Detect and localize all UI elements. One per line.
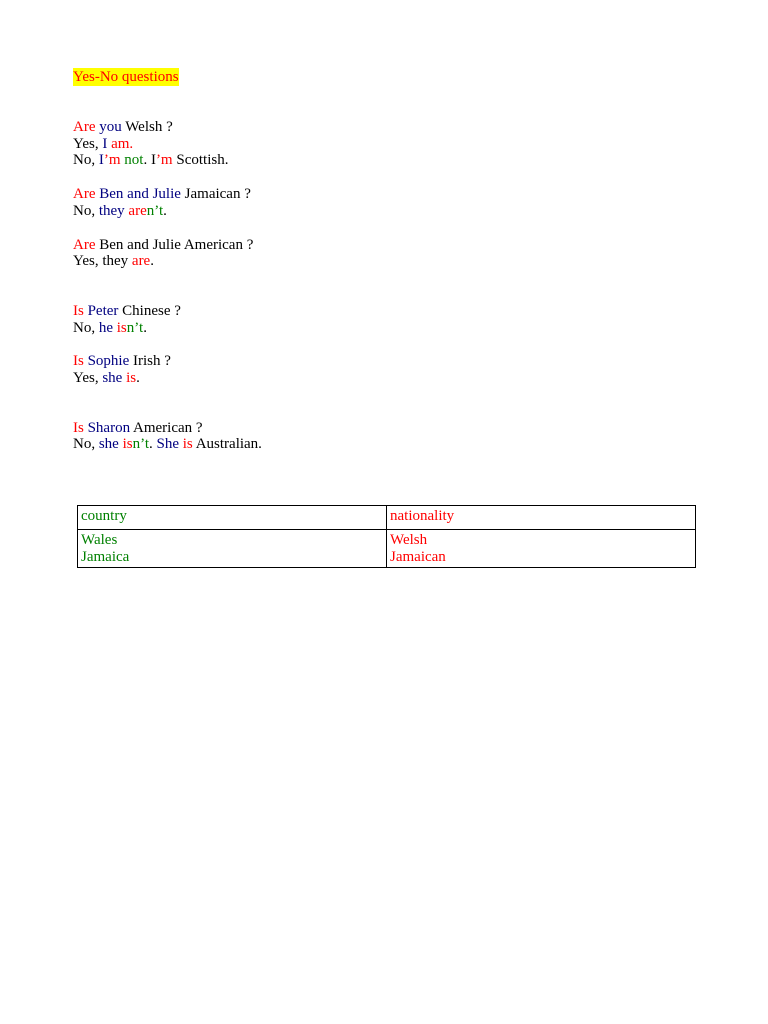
text-run: Is [73, 302, 84, 319]
text-run: Australian. [192, 436, 262, 453]
text-run: She [156, 436, 180, 453]
answer-line [73, 436, 713, 453]
text-run: No, [73, 436, 99, 453]
text-run: Ben and Julie American ? [95, 236, 254, 253]
text-run: n’t [146, 202, 164, 219]
text-run: Are [73, 119, 96, 135]
answer-line [73, 320, 713, 337]
qa-group-jamaican [73, 186, 713, 219]
question-line [73, 420, 713, 437]
text-run: not [124, 152, 144, 169]
text-run: you [99, 119, 122, 135]
question-line [73, 119, 713, 136]
text-run: is [179, 436, 193, 453]
qa-group-australian [73, 420, 713, 453]
page-title [73, 68, 713, 86]
text-run: n’t [132, 436, 150, 453]
text-run: No, [73, 319, 99, 336]
header-country: country [78, 506, 387, 530]
text-run: he [98, 319, 114, 336]
country-jamaica: Jamaica [81, 548, 130, 565]
text-run: Peter [87, 302, 119, 319]
text-run: they [98, 202, 125, 219]
text-run: she [102, 370, 123, 387]
text-run: . [163, 202, 167, 219]
text-run: . [143, 319, 147, 336]
question-line [73, 303, 713, 320]
text-run: Sharon [87, 419, 131, 436]
text-run: is [122, 370, 137, 387]
text-run: No, [73, 152, 99, 169]
text-run: . I [143, 152, 156, 169]
qa-group-welsh [73, 119, 713, 169]
text-run: n’t [126, 319, 144, 336]
text-run: are [124, 202, 147, 219]
qa-group-irish [73, 353, 713, 386]
answer-line [73, 203, 713, 220]
text-run: is [118, 436, 133, 453]
text-run: is [113, 319, 127, 336]
answer-line [73, 136, 713, 153]
country-wales: Wales [81, 532, 118, 548]
text-run: Jamaican ? [180, 186, 251, 203]
text-run: Scottish. [172, 152, 229, 169]
text-run: Sophie [87, 353, 130, 370]
text-run: ’m [103, 152, 125, 169]
text-run: she [98, 436, 119, 453]
text-run: Are [73, 236, 96, 253]
text-run: Is [73, 419, 84, 436]
text-run: . [136, 370, 140, 387]
text-run: are [131, 253, 151, 270]
text-run: Irish ? [129, 353, 171, 370]
nationality-jamaican: Jamaican [390, 548, 446, 565]
text-run: Are [73, 186, 96, 203]
table-row [78, 530, 696, 568]
text-run: I [98, 152, 104, 169]
table-header-row [78, 506, 696, 530]
text-run: Chinese ? [118, 302, 181, 319]
answer-line [73, 370, 713, 387]
answer-line [73, 152, 713, 169]
country-nationality-table [77, 505, 696, 568]
question-line [73, 353, 713, 370]
text-run: American ? [130, 419, 203, 436]
header-nationality: nationality [387, 506, 696, 530]
text-run: I [102, 135, 108, 152]
question-line [73, 237, 713, 254]
nationality-cell [387, 530, 696, 568]
text-run: Welsh ? [121, 119, 173, 135]
text-run: Is [73, 353, 84, 370]
text-run: Yes, they [73, 253, 132, 270]
document-page [73, 68, 713, 453]
nationality-welsh: Welsh [390, 532, 428, 548]
text-run: ’m [155, 152, 173, 169]
text-run: No, [73, 202, 99, 219]
answer-line [73, 253, 713, 270]
text-run: Yes, [73, 370, 103, 387]
qa-group-american [73, 237, 713, 270]
text-run: . [149, 436, 157, 453]
title-highlight: Yes-No questions [73, 69, 179, 85]
qa-group-chinese [73, 303, 713, 336]
text-run: . [150, 253, 154, 270]
country-cell [78, 530, 387, 568]
text-run: Yes, [73, 135, 103, 152]
text-run: Ben and Julie [99, 186, 181, 203]
question-line [73, 186, 713, 203]
text-run: am. [107, 135, 134, 152]
